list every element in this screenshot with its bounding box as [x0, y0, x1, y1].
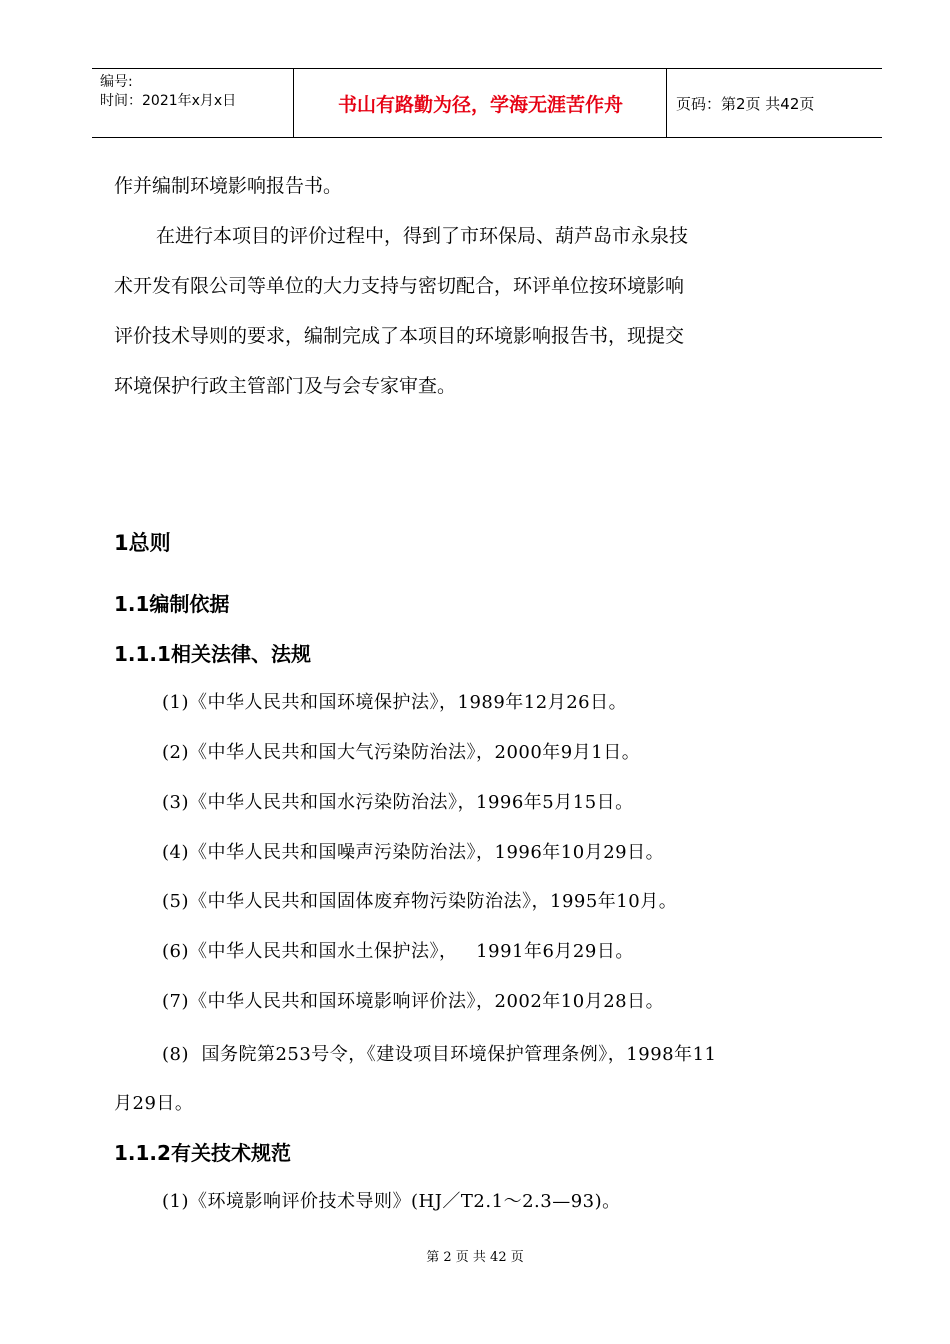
subsubsection-heading: 1.1.1相关法律、法规: [114, 642, 311, 666]
header-time: 时间：2021年x月x日: [100, 93, 237, 109]
list-item: (1)《环境影响评价技术导则》(HJ／T2.1～2.3—93)。: [162, 1191, 621, 1212]
paragraph-line: 评价技术导则的要求，编制完成了本项目的环境影响报告书，现提交: [114, 325, 685, 347]
header-number: 编号:: [100, 74, 133, 90]
header-page-number: 页码：第2页 共42页: [676, 94, 815, 113]
header-motto: 书山有路勤为径，学海无涯苦作舟: [337, 93, 623, 116]
list-item: (7)《中华人民共和国环境影响评价法》，2002年10月28日。: [162, 991, 665, 1012]
header-meta: [100, 73, 236, 111]
list-item: (5)《中华人民共和国固体废弃物污染防治法》，1995年10月。: [162, 891, 678, 912]
subsubsection-heading: 1.1.2有关技术规范: [114, 1141, 291, 1165]
list-item-continuation: 月29日。: [114, 1093, 194, 1114]
paragraph-line: 环境保护行政主管部门及与会专家审查。: [114, 375, 457, 397]
page-footer: 第 2 页 共 42 页: [426, 1250, 524, 1265]
list-item: (2)《中华人民共和国大气污染防治法》，2000年9月1日。: [162, 742, 641, 763]
paragraph-line: 术开发有限公司等单位的大力支持与密切配合，环评单位按环境影响: [114, 275, 685, 297]
paragraph-line: 在进行本项目的评价过程中，得到了市环保局、葫芦岛市永泉技: [156, 225, 689, 247]
list-item: (6)《中华人民共和国水土保护法》， 1991年6月29日。: [162, 941, 634, 962]
list-item: (3)《中华人民共和国水污染防治法》，1996年5月15日。: [162, 792, 634, 813]
subsection-heading: 1.1编制依据: [114, 592, 230, 616]
header-divider-right: [666, 69, 667, 137]
list-item: (4)《中华人民共和国噪声污染防治法》，1996年10月29日。: [162, 842, 665, 863]
list-item: (1)《中华人民共和国环境保护法》，1989年12月26日。: [162, 692, 628, 713]
list-item: (8) 国务院第253号令，《建设项目环境保护管理条例》，1998年11: [162, 1044, 717, 1065]
section-heading: 1总则: [114, 531, 171, 555]
paragraph-line: 作并编制环境影响报告书。: [114, 175, 343, 197]
page-header: [92, 68, 882, 138]
